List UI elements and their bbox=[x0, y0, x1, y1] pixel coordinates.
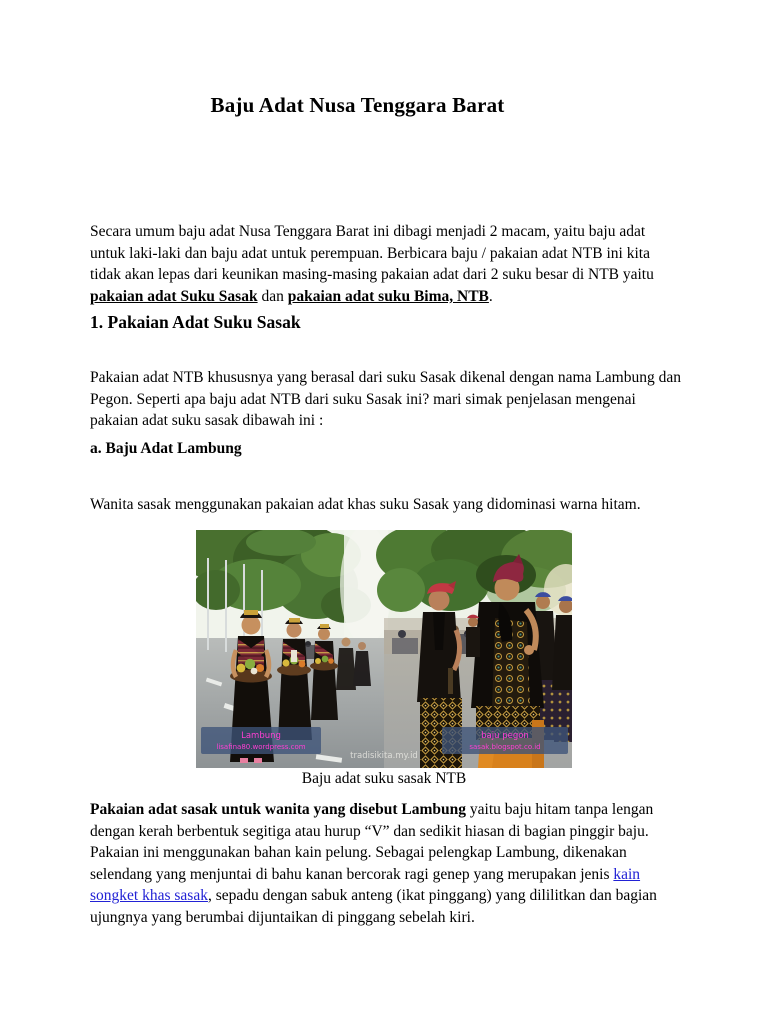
parade-photo-illustration bbox=[196, 530, 572, 768]
watermark-right-title: baju pegon bbox=[481, 731, 529, 741]
sasak-parade-photo bbox=[196, 530, 572, 768]
intro-connector: dan bbox=[257, 287, 288, 305]
lambung-detail-paragraph bbox=[90, 799, 682, 929]
lambung-text-1: yaitu baju hitam tanpa lengan dengan kerah berbentuk segitiga atau hurup “V” dan sedikit hiasan di bagian pinggir baju. Pakaian ini menggunakan bahan kain pelung. Sebagai pelengkap Lambung, dikenakan selendang yang menjuntai di bahu kanan bercorak ragi genep yang merupakan jenis bbox=[90, 801, 654, 883]
figure-caption: Baju adat suku sasak NTB bbox=[301, 770, 467, 787]
heading-baju-adat-lambung: a. Baju Adat Lambung bbox=[90, 440, 242, 457]
lambung-text-2: , sepadu dengan sabuk anteng (ikat pinggang) yang dililitkan dan bagian ujungnya yang berumbai dijuntaikan di pinggang sebelah kiri. bbox=[90, 887, 657, 926]
link-kain-songket-khas-sasak[interactable]: kain songket khas sasak bbox=[90, 865, 641, 905]
intro-paragraph bbox=[90, 221, 682, 307]
lambung-intro-paragraph: Wanita sasak menggunakan pakaian adat khas suku Sasak yang didominasi warna hitam. bbox=[90, 496, 641, 513]
watermark-center-url: tradisikita.my.id bbox=[350, 751, 418, 761]
lambung-lead-bold: Pakaian adat sasak untuk wanita yang disebut Lambung bbox=[90, 801, 467, 818]
sasak-paragraph: Pakaian adat NTB khususnya yang berasal dari suku Sasak dikenal dengan nama Lambung dan Pegon. Seperti apa baju adat NTB dari suku Sasak ini? mari simak penjelasan mengenai pakaian adat suku sasak dibawah ini : bbox=[90, 369, 681, 430]
heading-pakaian-adat-suku-sasak: 1. Pakaian Adat Suku Sasak bbox=[90, 312, 301, 332]
photo-watermark-right bbox=[442, 727, 568, 754]
watermark-left-url: lisafina80.wordpress.com bbox=[216, 743, 306, 751]
link-pakaian-adat-suku-bima[interactable]: pakaian adat suku Bima, NTB bbox=[287, 287, 489, 305]
link-pakaian-adat-suku-sasak[interactable]: pakaian adat Suku Sasak bbox=[90, 287, 258, 305]
intro-text: Secara umum baju adat Nusa Tenggara Barat ini dibagi menjadi 2 macam, yaitu baju adat untuk laki-laki dan baju adat untuk perempuan. Berbicara baju / pakaian adat NTB ini kita tidak akan lepas dari keunikan masing-masing pakaian adat dari 2 suku besar di NTB yaitu bbox=[90, 223, 654, 284]
watermark-right-url: sasak.blogspot.co.id bbox=[469, 743, 541, 751]
intro-closing: . bbox=[488, 287, 493, 305]
watermark-left-title: Lambung bbox=[241, 731, 281, 741]
photo-watermark-left bbox=[201, 727, 321, 754]
page-title: Baju Adat Nusa Tenggara Barat bbox=[210, 93, 505, 117]
